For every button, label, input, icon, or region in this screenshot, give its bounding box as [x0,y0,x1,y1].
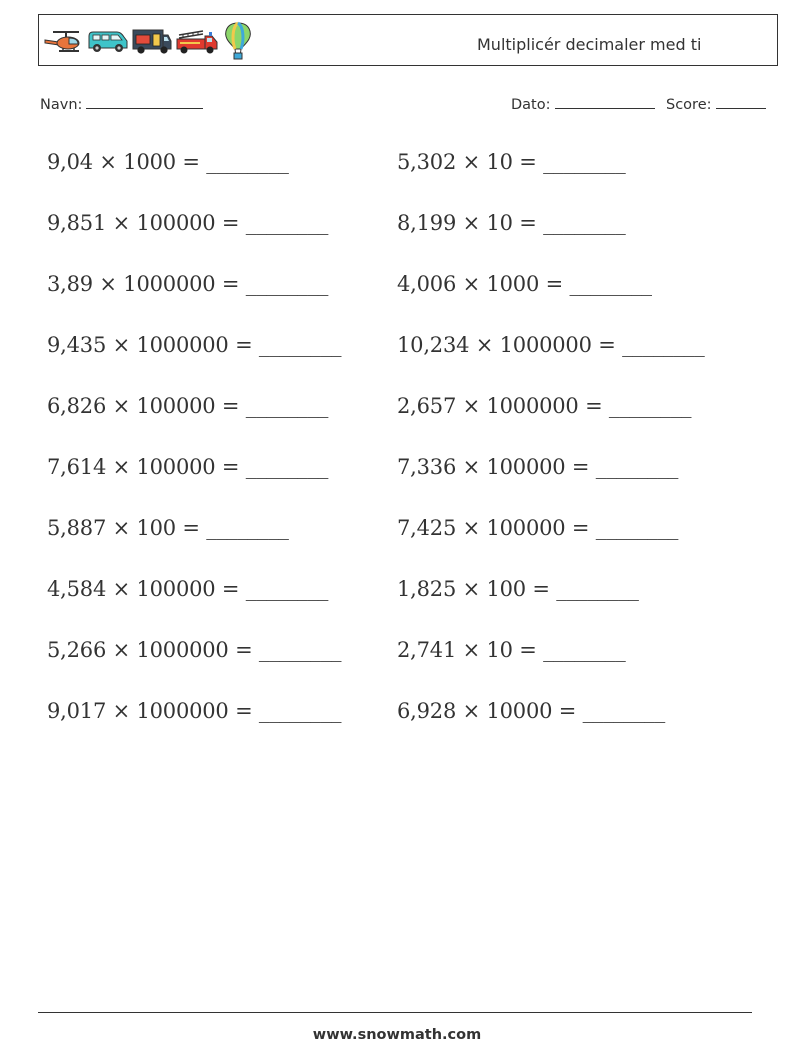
helicopter-icon [43,28,85,54]
problem-item: 5,266 × 1000000 = ________ [47,638,342,662]
name-field [40,94,203,113]
footer-url: www.snowmath.com [312,1027,482,1043]
date-label: Dato: [511,97,551,113]
camper-icon [131,27,173,55]
problem-item: 4,584 × 100000 = ________ [47,577,329,601]
name-label: Navn: [40,97,83,113]
problem-item: 5,302 × 10 = ________ [397,150,626,174]
header-icons [43,21,255,61]
problem-item: 9,435 × 1000000 = ________ [47,333,342,357]
problem-item: 3,89 × 1000000 = ________ [47,272,329,296]
worksheet-title: Multiplicér decimaler med ti [477,35,702,54]
name-blank [86,94,203,109]
footer-divider [38,1012,752,1013]
problem-item: 6,826 × 100000 = ________ [47,394,329,418]
problem-item: 2,741 × 10 = ________ [397,638,626,662]
van-icon [87,28,129,54]
problem-item: 7,425 × 100000 = ________ [397,516,679,540]
score-field [666,94,766,113]
problem-item: 9,851 × 100000 = ________ [47,211,329,235]
date-field [511,94,655,113]
worksheet-header [38,14,778,66]
problem-item: 6,928 × 10000 = ________ [397,699,666,723]
problem-item: 5,887 × 100 = ________ [47,516,289,540]
hot-air-balloon-icon [221,21,255,61]
problem-item: 2,657 × 1000000 = ________ [397,394,692,418]
problem-item: 9,04 × 1000 = ________ [47,150,289,174]
score-blank [716,94,766,109]
date-blank [555,94,655,109]
fire-truck-icon [175,27,219,55]
problem-item: 4,006 × 1000 = ________ [397,272,652,296]
problem-item: 8,199 × 10 = ________ [397,211,626,235]
problem-item: 7,336 × 100000 = ________ [397,455,679,479]
problem-item: 1,825 × 100 = ________ [397,577,639,601]
problem-item: 7,614 × 100000 = ________ [47,455,329,479]
score-label: Score: [666,97,712,113]
problem-item: 9,017 × 1000000 = ________ [47,699,342,723]
problem-item: 10,234 × 1000000 = ________ [397,333,705,357]
